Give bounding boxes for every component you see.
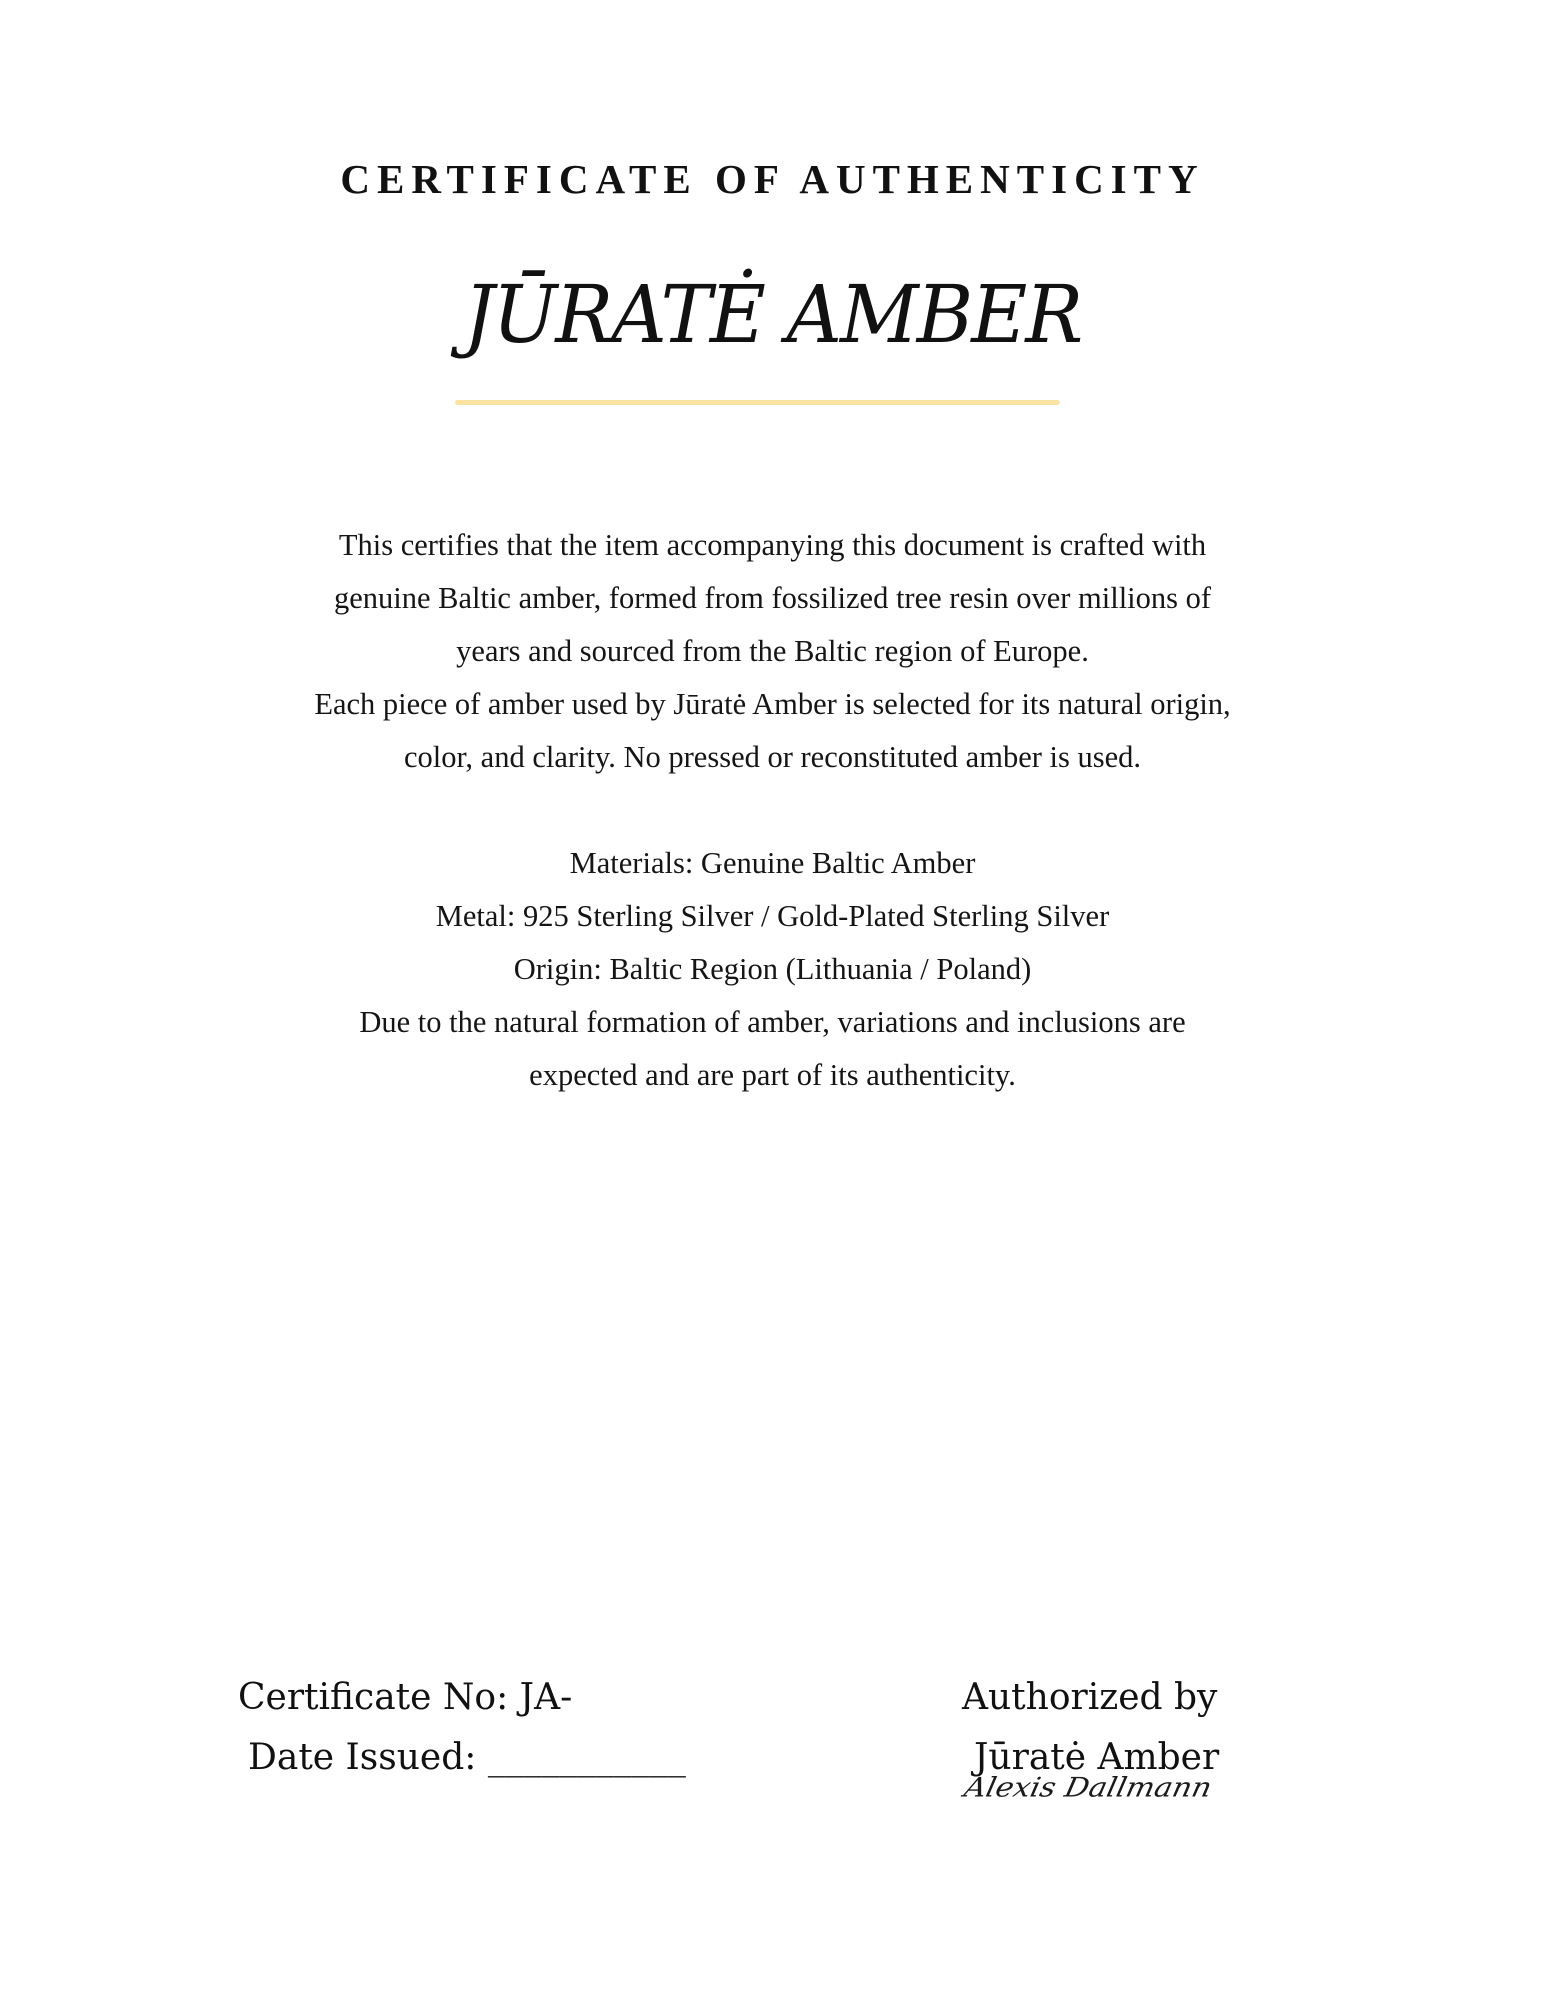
- statement-line: This certifies that the item accompanying this document is crafted with: [338, 528, 1207, 562]
- statement-line: color, and clarity. No pressed or reconstituted amber is used.: [403, 740, 1142, 774]
- authorization-block: [962, 1668, 1219, 1788]
- gold-divider: [455, 400, 1060, 405]
- material-details: [0, 837, 1545, 1102]
- authorized-by-label: Authorized by: [962, 1677, 1218, 1718]
- signature: Alexis Dallmann: [961, 1772, 1215, 1804]
- statement-line: Each piece of amber used by Jūratė Amber is selected for its natural origin,: [314, 687, 1231, 721]
- disclaimer-line: Due to the natural formation of amber, variations and inclusions are: [359, 1005, 1186, 1039]
- statement-line: years and sourced from the Baltic region of Europe.: [456, 634, 1089, 668]
- statement-line: genuine Baltic amber, formed from fossilized tree resin over millions of: [333, 581, 1212, 615]
- brand-title: JŪRATĖ AMBER: [463, 268, 1082, 361]
- disclaimer-line: expected and are part of its authenticity.: [529, 1058, 1016, 1092]
- certificate-subtitle: CERTIFICATE OF AUTHENTICITY: [340, 156, 1205, 202]
- certification-statement: [0, 519, 1545, 784]
- date-issued: Date Issued: ___________: [248, 1737, 686, 1778]
- certificate-info: [238, 1668, 686, 1788]
- authorized-company: Jūratė Amber: [974, 1737, 1220, 1778]
- metal-line: Metal: 925 Sterling Silver / Gold-Plated Sterling Silver: [435, 899, 1110, 933]
- origin-line: Origin: Baltic Region (Lithuania / Poland): [513, 952, 1032, 986]
- materials-line: Materials: Genuine Baltic Amber: [569, 846, 976, 880]
- certificate-number: Certificate No: JA-: [238, 1677, 573, 1718]
